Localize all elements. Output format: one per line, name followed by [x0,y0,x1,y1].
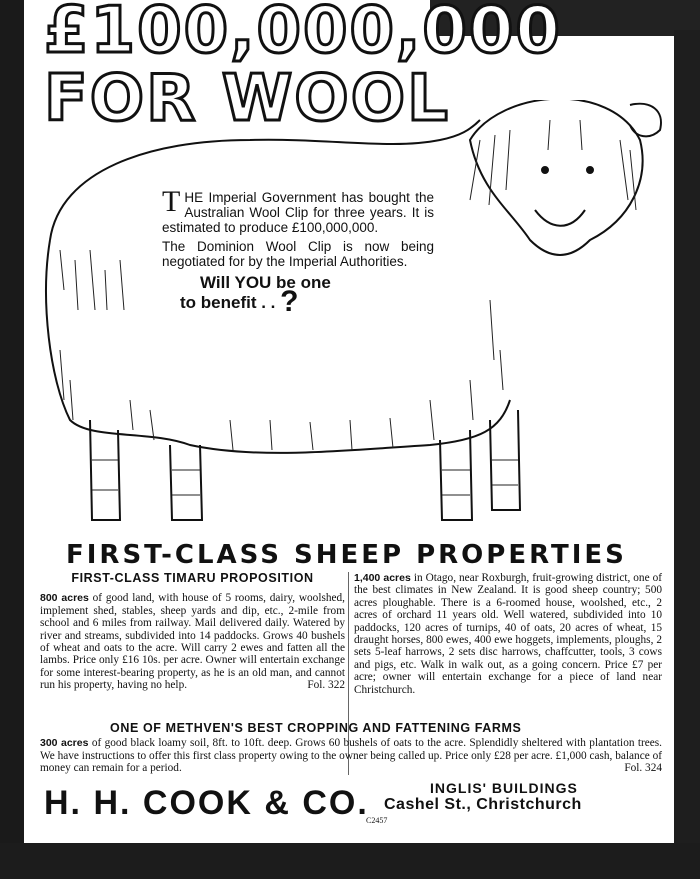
address-line-2: Cashel St., Christchurch [384,796,582,813]
otago-listing [354,572,662,696]
ad-code: C2457 [366,816,388,825]
announcement-text-1: HE Imperial Government has bought the Australian Wool Clip for three years. It is estimated to produce £100,000,000. [162,190,434,235]
otago-acreage: 1,400 acres [354,572,411,584]
timaru-description: of good land, with house of 5 rooms, dairy, woolshed, implement shed, stables, sheep yards and dip, etc., 2-mile from school and 6 miles from railway. Mail delivered daily. Watered by river and streams, subdivided into 14 paddocks. Grows 40 bushels of wheat and oats to the acre. Will carry 2 ewes and fatten all the lambs. Price only £16 10s. per acre. Owner will entertain exchange for some interest-bearing property, as he is an old man, and cannot run his property, having no help. [40,592,345,692]
announcement-paragraph-2: The Dominion Wool Clip is now being negotiated for by the Imperial Authorities. [162,239,434,269]
question-mark: ? [280,285,299,318]
question-line-1: Will YOU be one [200,273,331,292]
border-bottom [0,843,700,879]
drop-cap: T [162,185,181,218]
timaru-folio: Fol. 322 [307,679,345,692]
methven-heading: ONE OF METHVEN'S BEST CROPPING AND FATTENING FARMS [110,721,522,735]
methven-listing [40,737,662,775]
methven-description: of good black loamy soil, 8ft. to 10ft. deep. Grows 60 bushels of oats to the acre. Splendidly sheltered with plantation trees. We have instructions to offer this first class property owing to the owner being called up. Price only £28 per acre. £1,000 cash, balance of money can remain for a period. [40,737,663,775]
timaru-acreage: 800 acres [40,592,89,605]
headline-amount: £100,000,000 [44,0,562,68]
otago-description: in Otago, near Roxburgh, fruit-growing district, one of the best climates in New Zealand. It is good sheep country; 500 acres ploughable. There is a 6-roomed house, woolshed, etc., 2 acres of orchard 11 years old. Well watered, subdivided into 10 paddocks, 120 acres of turnips, 40 of oats, 20 acres of wheat, 15 draught horses, 800 ewes, 400 ewe hoggets, implements, ploughs, 2 sets 5-leaf harrows, 2 sets disc harrows, chaffcutter, tools, 3 cows and pigs, etc. Walk in walk out, as a going concern. Price £7 per acre; owner will entertain exchange for a piece of land near Christchurch. [354,572,662,696]
section-title: FIRST-CLASS SHEEP PROPERTIES [66,540,627,570]
border-right [674,30,700,879]
timaru-listing [40,572,345,692]
address-line-1: INGLIS' BUILDINGS [430,780,578,796]
border-left [0,0,24,879]
sheep-illustration [30,100,670,550]
firm-name: H. H. COOK & CO. [44,784,369,822]
methven-folio: Fol. 324 [624,762,662,775]
question-line-2 [180,285,434,318]
timaru-heading: FIRST-CLASS TIMARU PROPOSITION [71,571,314,585]
methven-acreage: 300 acres [40,737,89,749]
question-text: to benefit . . [180,293,276,312]
announcement-paragraph-1 [162,185,434,235]
headline-for-wool: FOR WOOL [44,62,450,136]
wool-announcement [162,185,434,318]
